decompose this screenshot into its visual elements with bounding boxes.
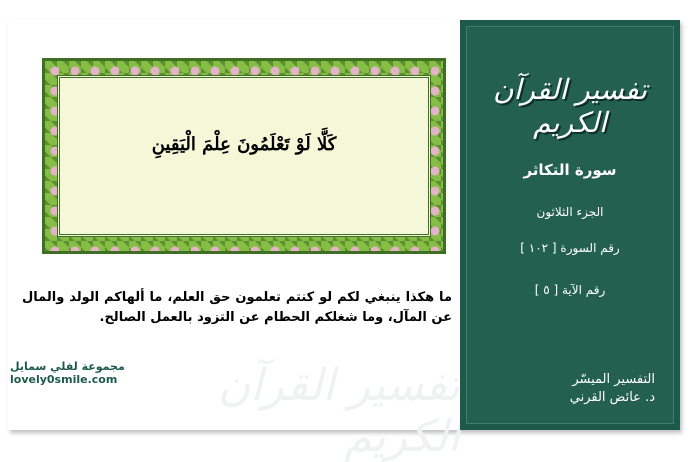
tafsir-text: ما هكذا ينبغي لكم لو كنتم تعلمون حق العلم، ما ألهاكم الولد والمال عن المآل، وما شغلكم الحطام عن التزود بالعمل الصالح. bbox=[22, 290, 452, 325]
site-arabic: مجموعة لفلي سمايل bbox=[10, 360, 125, 373]
verse-frame bbox=[42, 58, 446, 254]
surah-number: رقم السورة [ ١٠٢ ] bbox=[520, 241, 620, 255]
juz-label: الجزء الثلاثون bbox=[536, 205, 604, 219]
verse-text: كَلَّا لَوْ تَعْلَمُونَ عِلْمَ الْيَقِينِ bbox=[151, 134, 337, 155]
ayah-number: رقم الآية [ ٥ ] bbox=[534, 283, 606, 297]
credits-author: د. عائض القرني bbox=[569, 390, 655, 405]
site-credit[interactable] bbox=[10, 360, 125, 386]
site-url[interactable]: lovely0smile.com bbox=[10, 373, 118, 386]
credits-book: التفسير الميسّر bbox=[572, 372, 655, 387]
verse-box bbox=[57, 75, 431, 237]
side-panel-inner bbox=[466, 26, 674, 424]
credits bbox=[570, 371, 655, 407]
watermark: تفسير القرآن الكريم bbox=[218, 360, 460, 462]
surah-name: سورة التكاثر bbox=[523, 161, 617, 179]
side-panel bbox=[460, 20, 680, 430]
header-title-logo: تفسير القرآن الكريم bbox=[493, 73, 647, 139]
